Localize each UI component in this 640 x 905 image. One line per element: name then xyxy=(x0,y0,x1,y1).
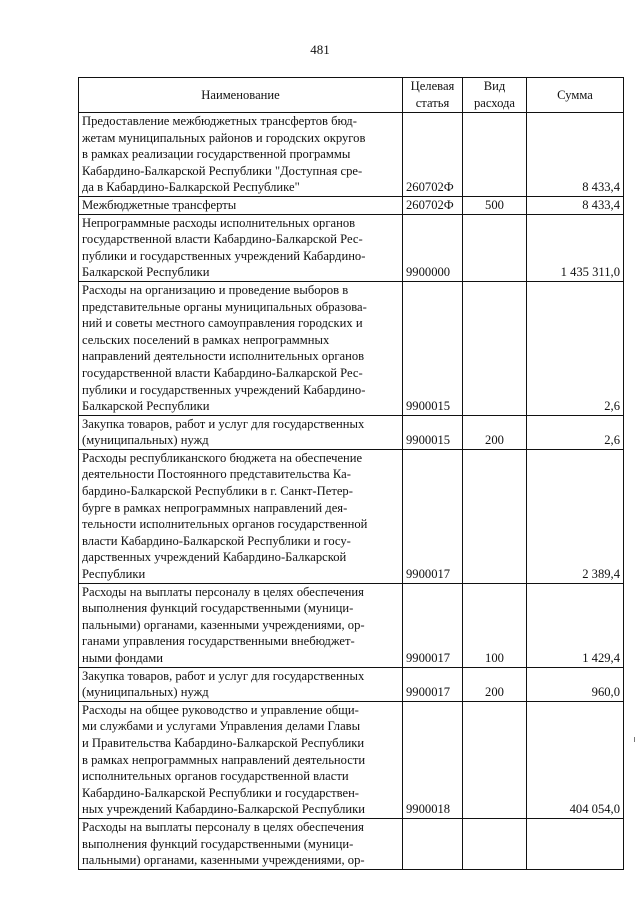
row-name-line: да в Кабардино-Балкарской Республике" xyxy=(82,180,300,195)
row-name-line: выполнения функций государственными (муници- xyxy=(82,836,354,851)
row-target-article: 9900018 xyxy=(403,701,463,818)
row-name-line: публики и государственных учреждений Кабардино- xyxy=(82,382,366,397)
table-header-row xyxy=(79,78,624,113)
row-sum: 1 429,4 xyxy=(527,583,624,667)
row-name-line: Расходы на выплаты персоналу в целях обеспечения xyxy=(82,584,364,599)
row-expense-kind: 200 xyxy=(463,667,527,701)
row-expense-kind: 500 xyxy=(463,196,527,214)
row-name-line: тельности исполнительных органов государственной xyxy=(82,517,368,532)
row-name-line: Кабардино-Балкарской Республики и государствен- xyxy=(82,785,359,800)
table-row xyxy=(79,818,624,869)
row-name-line: государственной власти Кабардино-Балкарской Рес- xyxy=(82,232,363,247)
table-body xyxy=(79,113,624,870)
row-target-article: 9900015 xyxy=(403,415,463,449)
row-name-line: и Правительства Кабардино-Балкарской Республики xyxy=(82,735,365,750)
row-name-cell xyxy=(79,196,403,214)
row-name-cell xyxy=(79,281,403,415)
table-row xyxy=(79,701,624,818)
row-name-line: исполнительных органов государственной власти xyxy=(82,769,349,784)
row-name-line: бурге в рамках непрограммных направлений дея- xyxy=(82,500,348,515)
row-name-line: пальными) органами, казенными учреждениями, ор- xyxy=(82,617,365,632)
row-name-line: Закупка товаров, работ и услуг для государственных xyxy=(82,416,365,431)
page-number: 481 xyxy=(310,42,330,57)
table-row xyxy=(79,583,624,667)
header-target-article-line: статья xyxy=(415,96,450,110)
row-name-cell xyxy=(79,449,403,583)
row-name-line: Непрограммные расходы исполнительных органов xyxy=(82,215,356,230)
row-expense-kind: 100 xyxy=(463,583,527,667)
table-row xyxy=(79,214,624,281)
row-name-line: Балкарской Республики xyxy=(82,265,210,280)
row-name-line: Расходы на выплаты персоналу в целях обеспечения xyxy=(82,819,364,834)
margin-scan-mark xyxy=(634,737,635,742)
row-sum: 1 435 311,0 xyxy=(527,214,624,281)
row-name-line: Балкарской Республики xyxy=(82,399,210,414)
row-sum: 2,6 xyxy=(527,415,624,449)
row-name-line: Расходы на организацию и проведение выборов в xyxy=(82,282,349,297)
row-name-line: направлений деятельности исполнительных органов xyxy=(82,349,365,364)
row-name-line: власти Кабардино-Балкарской Республики и госу- xyxy=(82,533,351,548)
row-name-cell xyxy=(79,415,403,449)
row-name-cell xyxy=(79,214,403,281)
row-name-line: Расходы республиканского бюджета на обеспечение xyxy=(82,450,363,465)
row-name-line: Предоставление межбюджетных трансфертов бюд- xyxy=(82,114,357,128)
row-target-article: 260702Ф xyxy=(403,196,463,214)
row-name-cell xyxy=(79,818,403,869)
table-row xyxy=(79,281,624,415)
header-expense-kind-line: Вид xyxy=(483,79,506,94)
row-name-line: ных учреждений Кабардино-Балкарской Республики xyxy=(82,802,366,817)
header-target-article xyxy=(403,78,463,113)
table-row xyxy=(79,113,624,197)
row-sum: 960,0 xyxy=(527,667,624,701)
budget-table xyxy=(78,77,624,870)
row-name-line: дарственных учреждений Кабардино-Балкарской xyxy=(82,550,347,565)
row-target-article: 260702Ф xyxy=(403,113,463,197)
row-expense-kind xyxy=(463,818,527,869)
header-target-article-line: Целевая xyxy=(410,79,455,94)
header-sum: Сумма xyxy=(527,78,624,113)
row-expense-kind xyxy=(463,701,527,818)
row-sum: 2,6 xyxy=(527,281,624,415)
table-row xyxy=(79,415,624,449)
row-name-line: выполнения функций государственными (муници- xyxy=(82,601,354,616)
header-name: Наименование xyxy=(79,78,403,113)
row-sum: 8 433,4 xyxy=(527,196,624,214)
row-name-line: в рамках реализации государственной программы xyxy=(82,147,351,162)
row-name-line: пальными) органами, казенными учреждениями, ор- xyxy=(82,853,365,868)
row-target-article: 9900017 xyxy=(403,667,463,701)
row-name-cell xyxy=(79,701,403,818)
table-row xyxy=(79,667,624,701)
row-name-cell xyxy=(79,667,403,701)
row-name-line: Республики xyxy=(82,567,146,582)
row-expense-kind xyxy=(463,214,527,281)
row-expense-kind xyxy=(463,281,527,415)
row-target-article: 9900017 xyxy=(403,583,463,667)
table-row xyxy=(79,196,624,214)
row-sum: 404 054,0 xyxy=(527,701,624,818)
row-expense-kind xyxy=(463,113,527,197)
row-sum: 8 433,4 xyxy=(527,113,624,197)
row-name-line: Межбюджетные трансферты xyxy=(82,197,237,212)
row-expense-kind xyxy=(463,449,527,583)
row-name-line: публики и государственных учреждений Кабардино- xyxy=(82,248,366,263)
row-name-cell xyxy=(79,113,403,197)
row-name-line: жетам муниципальных районов и городских округов xyxy=(82,130,366,145)
row-name-line: Кабардино-Балкарской Республики "Доступная сре- xyxy=(82,163,363,178)
row-name-line: государственной власти Кабардино-Балкарской Рес- xyxy=(82,365,363,380)
row-name-cell xyxy=(79,583,403,667)
row-sum: 2 389,4 xyxy=(527,449,624,583)
row-name-line: бардино-Балкарской Республики в г. Санкт-Петер- xyxy=(82,484,353,499)
row-target-article: 9900015 xyxy=(403,281,463,415)
row-sum xyxy=(527,818,624,869)
row-name-line: ми службами и услугами Управления делами Главы xyxy=(82,719,361,734)
header-expense-kind-line: расхода xyxy=(473,96,516,110)
row-name-line: Закупка товаров, работ и услуг для государственных xyxy=(82,668,365,683)
row-name-line: ний и советы местного самоуправления городских и xyxy=(82,316,363,331)
row-name-line: ными фондами xyxy=(82,651,163,665)
row-name-line: в рамках непрограммных направлений деятельности xyxy=(82,752,366,767)
row-target-article: 9900000 xyxy=(403,214,463,281)
row-target-article xyxy=(403,818,463,869)
header-expense-kind xyxy=(463,78,527,113)
row-name-line: сельских поселений в рамках непрограммных xyxy=(82,332,330,347)
row-name-line: ганами управления государственными внебюджет- xyxy=(82,634,355,649)
row-name-line: представительные органы муниципальных образова- xyxy=(82,299,367,314)
table-row xyxy=(79,449,624,583)
row-name-line: Расходы на общее руководство и управление общи- xyxy=(82,702,359,717)
row-name-line: (муниципальных) нужд xyxy=(82,433,209,448)
row-name-line: деятельности Постоянного представительства Ка- xyxy=(82,467,351,482)
row-expense-kind: 200 xyxy=(463,415,527,449)
row-target-article: 9900017 xyxy=(403,449,463,583)
row-name-line: (муниципальных) нужд xyxy=(82,685,209,700)
